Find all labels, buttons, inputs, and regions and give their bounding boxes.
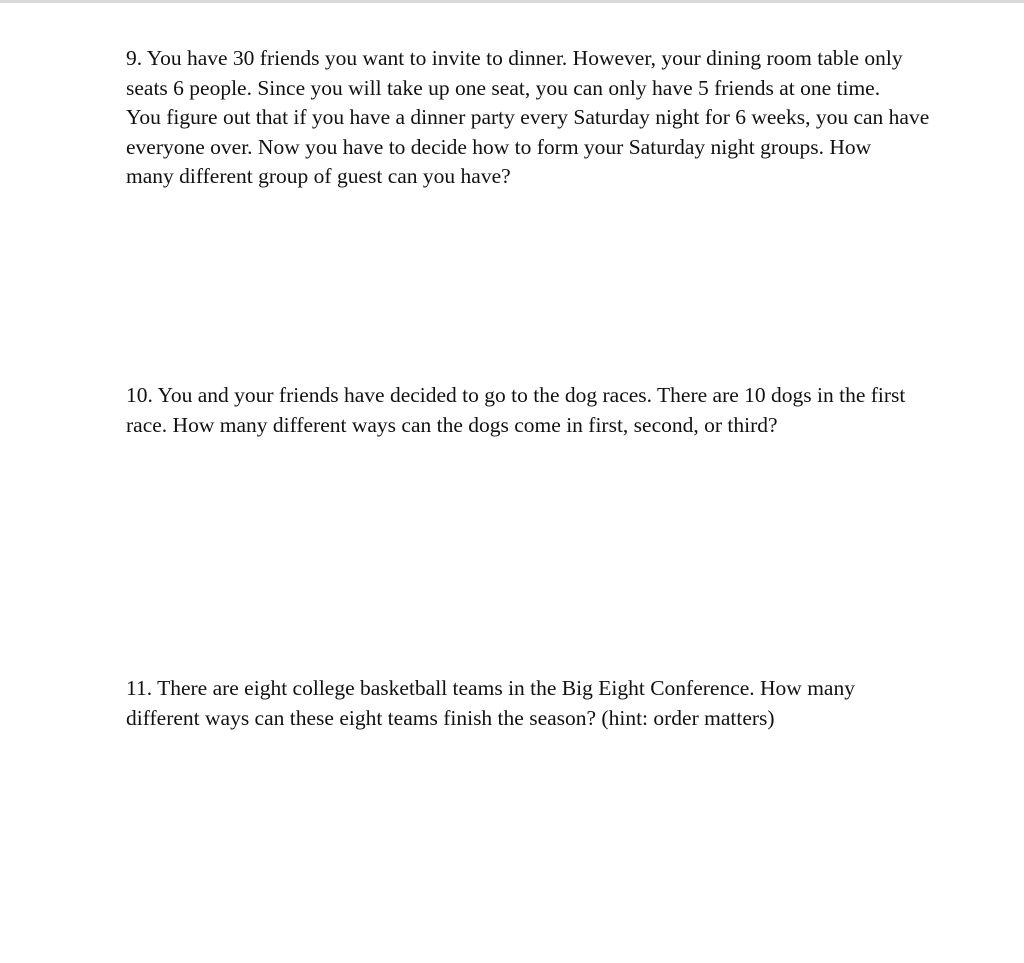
question-9-line: 9. You have 30 friends you want to invite to dinner. However, your dining room table only: [126, 46, 903, 70]
question-10-line: race. How many different ways can the dogs come in first, second, or third?: [126, 412, 778, 437]
question-9-line: seats 6 people. Since you will take up one seat, you can only have 5 friends at one time.: [126, 75, 881, 100]
question-9-line: everyone over. Now you have to decide how to form your Saturday night groups. How: [126, 134, 872, 159]
question-11: [126, 674, 1006, 733]
question-11-line: different ways can these eight teams finish the season? (hint: order matters): [126, 705, 775, 730]
question-10: [126, 381, 1006, 440]
question-9-line: many different group of guest can you have?: [126, 164, 511, 188]
page-top-border: [0, 0, 1024, 3]
question-11-line: 11. There are eight college basketball teams in the Big Eight Conference. How many: [126, 676, 855, 700]
question-9: [126, 44, 1006, 192]
question-10-line: 10. You and your friends have decided to go to the dog races. There are 10 dogs in the first: [126, 383, 906, 407]
question-9-line: You figure out that if you have a dinner party every Saturday night for 6 weeks, you can have: [126, 105, 930, 129]
